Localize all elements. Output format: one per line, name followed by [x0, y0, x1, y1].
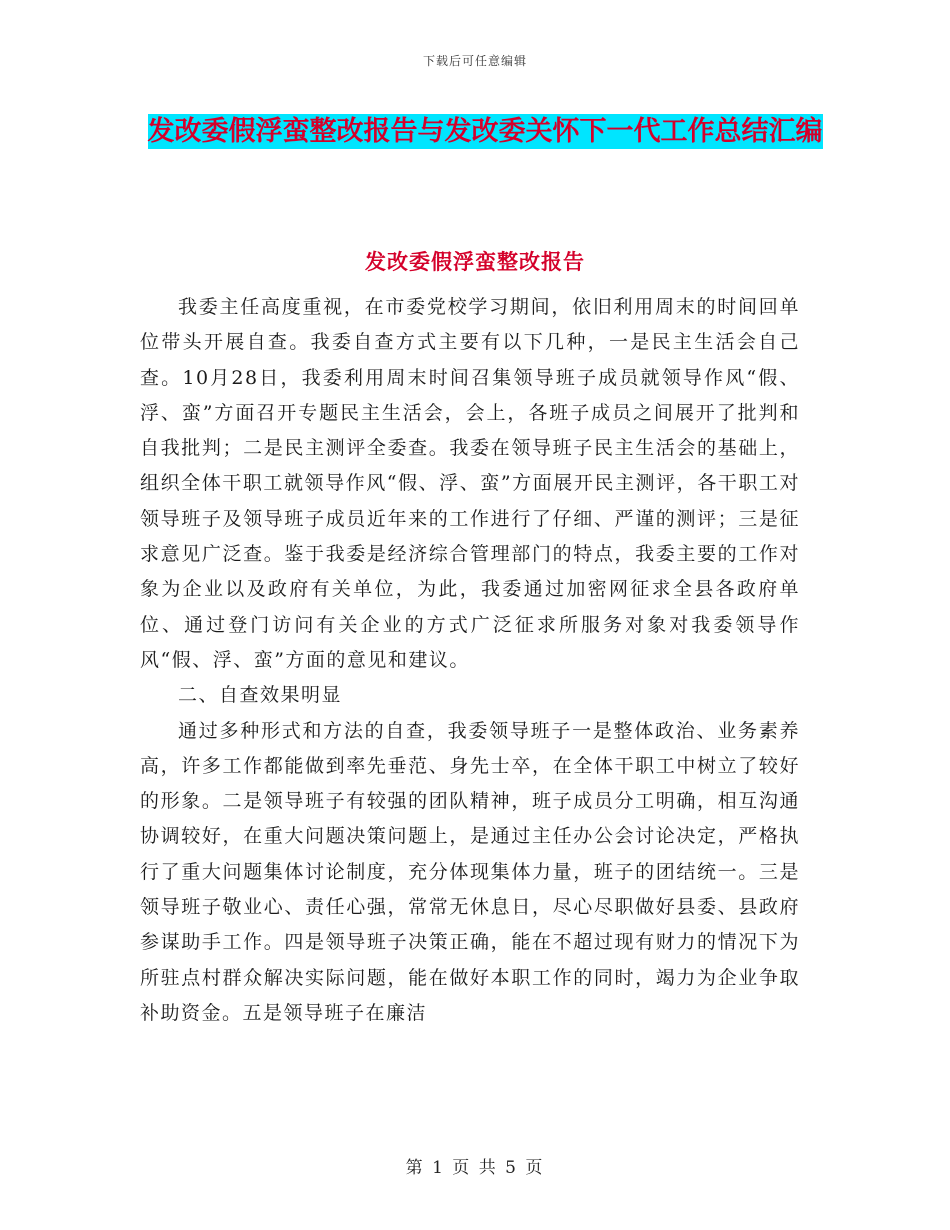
section-title: 发改委假浮蛮整改报告: [365, 249, 585, 274]
body-paragraph-3: 通过多种形式和方法的自查，我委领导班子一是整体政治、业务素养高，许多工作都能做到率先垂范、身先士卒，在全体干职工中树立了较好的形象。二是领导班子有较强的团队精神，班子成员分工明确，相互沟通协调较好，在重大问题决策问题上，是通过主任办公会讨论决定，严格执行了重大问题集体讨论制度，充分体现集体力量，班子的团结统一。三是领导班子敬业心、责任心强，常常无休息日，尽心尽职做好县委、县政府参谋助手工作。四是领导班子决策正确，能在不超过现有财力的情况下为所驻点村群众解决实际问题，能在做好本职工作的同时，竭力为企业争取补助资金。五是领导班子在廉洁: [140, 719, 800, 1024]
document-title: [140, 108, 830, 156]
page-number-footer: 第 1 页 共 5 页: [405, 1158, 545, 1178]
body-paragraph-1: 我委主任高度重视，在市委党校学习期间，依旧利用周末的时间回单位带头开展自查。我委自查方式主要有以下几种，一是民主生活会自己查。10月28日，我委利用周末时间召集领导班子成员就领导作风“假、浮、蛮”方面召开专题民主生活会，会上，各班子成员之间展开了批判和自我批判；二是民主测评全委查。我委在领导班子民主生活会的基础上，组织全体干职工就领导作风“假、浮、蛮”方面展开民主测评，各干职工对领导班子及领导班子成员近年来的工作进行了仔细、严谨的测评；三是征求意见广泛查。鉴于我委是经济综合管理部门的特点，我委主要的工作对象为企业以及政府有关单位，为此，我委通过加密网征求全县各政府单位、通过登门访问有关企业的方式广泛征求所服务对象对我委领导作风“假、浮、蛮”方面的意见和建议。: [140, 296, 800, 671]
page-header-note: 下载后可任意编辑: [422, 54, 527, 68]
body-subheading-2: 二、自查效果明显: [178, 684, 343, 707]
document-title-text: 发改委假浮蛮整改报告与发改委关怀下一代工作总结汇编: [147, 116, 823, 147]
document-body: [140, 290, 800, 1031]
